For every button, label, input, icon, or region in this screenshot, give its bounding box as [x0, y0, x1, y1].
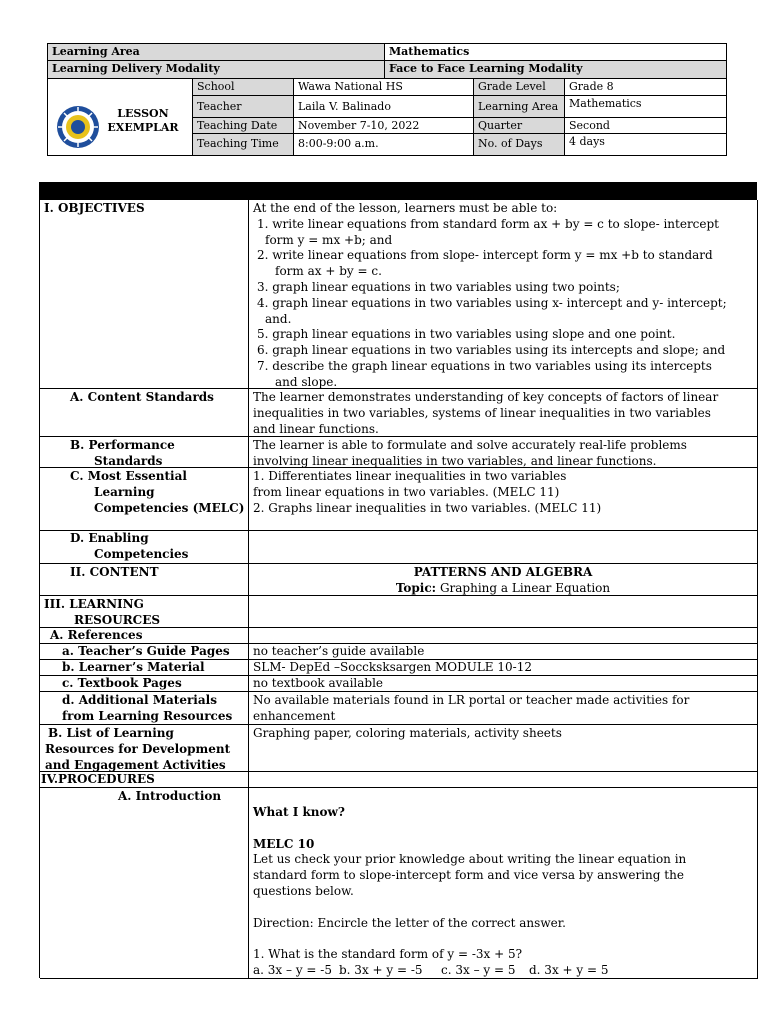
modality-label: Learning Delivery Modality	[48, 61, 385, 79]
learning-resources-body	[249, 596, 758, 628]
learning-resources-label-1: III. LEARNING	[44, 597, 144, 611]
objective-line: 2. write linear equations from slope- intercept form y = mx +b to standard	[257, 248, 713, 263]
additional-materials-line: No available materials found in LR portal or teacher made activities for	[253, 693, 690, 707]
objectives-body	[249, 200, 758, 389]
teachers-guide-label: a. Teacher’s Guide Pages	[40, 644, 249, 660]
list-of-resources-label-3: and Engagement Activities	[45, 757, 226, 772]
additional-materials-label-1: d. Additional Materials	[62, 693, 217, 707]
melc-line: from linear equations in two variables. (MELC 11)	[253, 484, 560, 499]
performance-standards-line: The learner is able to formulate and solve accurately real-life problems	[253, 438, 687, 452]
table-header-bar	[40, 183, 757, 200]
content-label: II. CONTENT	[40, 564, 249, 596]
melc-label-3: Competencies (MELC)	[94, 500, 245, 515]
learning-resources-label	[40, 596, 249, 628]
header-table-top	[47, 43, 727, 79]
topic-value: Graphing a Linear Equation	[439, 580, 611, 595]
teachers-guide-value: no teacher’s guide available	[249, 644, 758, 660]
what-i-know-heading: What I know?	[253, 805, 345, 819]
melc-label-1: C. Most Essential	[70, 469, 187, 483]
melc-line: 2. Graphs linear inequalities in two variables. (MELC 11)	[253, 500, 602, 515]
enabling-label-2: Competencies	[94, 546, 189, 561]
intro-paragraph-line: Let us check your prior knowledge about writing the linear equation in	[253, 852, 687, 867]
performance-standards-label-2: Standards	[94, 453, 163, 468]
objectives-label: I. OBJECTIVES	[40, 200, 249, 389]
learners-material-label: b. Learner’s Material	[40, 660, 249, 676]
objective-line: 1. write linear equations from standard form ax + by = c to slope- intercept	[257, 216, 720, 231]
procedures-body	[249, 772, 758, 788]
list-of-resources-label	[40, 725, 249, 772]
content-body	[249, 564, 758, 596]
list-of-resources-label-1: B. List of Learning	[48, 726, 174, 740]
references-body	[249, 628, 758, 644]
melc10-heading: MELC 10	[253, 836, 315, 851]
objective-line: 7. describe the graph linear equations in two variables using its intercepts	[257, 358, 712, 373]
learning-area-value: Mathematics	[385, 44, 727, 61]
teaching-time-label: Teaching Time	[193, 134, 294, 156]
no-of-days-value: 4 days	[565, 134, 727, 156]
introduction-label: A. Introduction	[40, 788, 249, 979]
introduction-body	[249, 788, 758, 979]
learning-area-label: Learning Area	[48, 44, 385, 61]
objective-line: 5. graph linear equations in two variables using slope and one point.	[257, 327, 676, 342]
objective-line: 4. graph linear equations in two variables using x- intercept and y- intercept;	[257, 295, 727, 310]
main-table	[39, 182, 757, 978]
enabling-body	[249, 531, 758, 564]
no-of-days-label: No. of Days	[474, 134, 565, 156]
performance-standards-line: involving linear inequalities in two variables, and linear functions.	[253, 453, 657, 468]
learning-area2-value: Mathematics	[565, 96, 727, 118]
direction-text: Direction: Encircle the letter of the correct answer.	[253, 915, 566, 930]
objective-line: and slope.	[275, 374, 338, 389]
content-standards-body	[249, 389, 758, 437]
teaching-time-value: 8:00-9:00 a.m.	[294, 134, 474, 156]
header-table-info	[47, 79, 727, 156]
objective-line: form y = mx +b; and	[265, 232, 393, 247]
content-standards-line: inequalities in two variables, systems of linear inequalities in two variables	[253, 405, 711, 420]
objective-line: form ax + by = c.	[275, 264, 382, 279]
additional-materials-line: enhancement	[253, 708, 336, 723]
content-title: PATTERNS AND ALGEBRA	[413, 565, 593, 579]
procedures-label: IV.PROCEDURES	[40, 772, 249, 788]
enabling-label-1: D. Enabling	[70, 531, 149, 545]
lesson-exemplar-line2: EXEMPLAR	[107, 121, 179, 134]
content-standards-line: The learner demonstrates understanding of key concepts of factors of linear	[253, 390, 719, 404]
quarter-value: Second	[565, 118, 727, 134]
lesson-exemplar-line1: LESSON	[117, 107, 169, 120]
teaching-date-value: November 7-10, 2022	[294, 118, 474, 134]
grade-level-value: Grade 8	[565, 79, 727, 96]
learners-material-value: SLM- DepEd –Soccksksargen MODULE 10-12	[249, 660, 758, 676]
enabling-label	[40, 531, 249, 564]
teacher-label: Teacher	[193, 96, 294, 118]
objective-line: 3. graph linear equations in two variables using two points;	[257, 279, 620, 294]
choice-d: d. 3x + y = 5	[529, 962, 609, 977]
grade-level-label: Grade Level	[474, 79, 565, 96]
additional-materials-label	[40, 692, 249, 725]
melc-line: 1. Differentiates linear inequalities in two variables	[253, 469, 567, 483]
content-standards-line: and linear functions.	[253, 421, 379, 436]
textbook-label: c. Textbook Pages	[40, 676, 249, 692]
school-value: Wawa National HS	[294, 79, 474, 96]
intro-paragraph-line: questions below.	[253, 883, 354, 898]
melc-body	[249, 468, 758, 531]
quarter-label: Quarter	[474, 118, 565, 134]
choice-b: b. 3x + y = -5	[339, 962, 423, 977]
content-standards-label: A. Content Standards	[40, 389, 249, 437]
additional-materials-value	[249, 692, 758, 725]
teaching-date-label: Teaching Date	[193, 118, 294, 134]
performance-standards-label-1: B. Performance	[70, 438, 175, 452]
learning-area2-label: Learning Area	[474, 96, 565, 118]
school-label: School	[193, 79, 294, 96]
performance-standards-body	[249, 437, 758, 468]
choice-a: a. 3x – y = -5	[253, 962, 332, 977]
objective-line: and.	[265, 311, 292, 326]
objective-line: 6. graph linear equations in two variables using its intercepts and slope; and	[257, 343, 726, 358]
intro-paragraph-line: standard form to slope-intercept form and vice versa by answering the	[253, 868, 684, 883]
list-of-resources-value: Graphing paper, coloring materials, activity sheets	[249, 725, 758, 772]
logo-cell	[48, 79, 193, 156]
melc-label	[40, 468, 249, 531]
deped-seal-icon	[56, 105, 100, 149]
list-of-resources-label-2: Resources for Development	[45, 741, 231, 756]
answer-choices	[253, 963, 753, 979]
modality-value: Face to Face Learning Modality	[385, 61, 727, 79]
references-label: A. References	[40, 628, 249, 644]
melc-label-2: Learning	[94, 484, 155, 499]
topic-label: Topic:	[395, 580, 437, 595]
textbook-value: no textbook available	[249, 676, 758, 692]
additional-materials-label-2: from Learning Resources	[62, 708, 233, 723]
objectives-intro: At the end of the lesson, learners must be able to:	[253, 201, 558, 215]
performance-standards-label	[40, 437, 249, 468]
learning-resources-label-2: RESOURCES	[74, 612, 161, 627]
teacher-value: Laila V. Balinado	[294, 96, 474, 118]
question-1: 1. What is the standard form of y = -3x + 5?	[253, 947, 523, 962]
choice-c: c. 3x – y = 5	[441, 962, 516, 977]
